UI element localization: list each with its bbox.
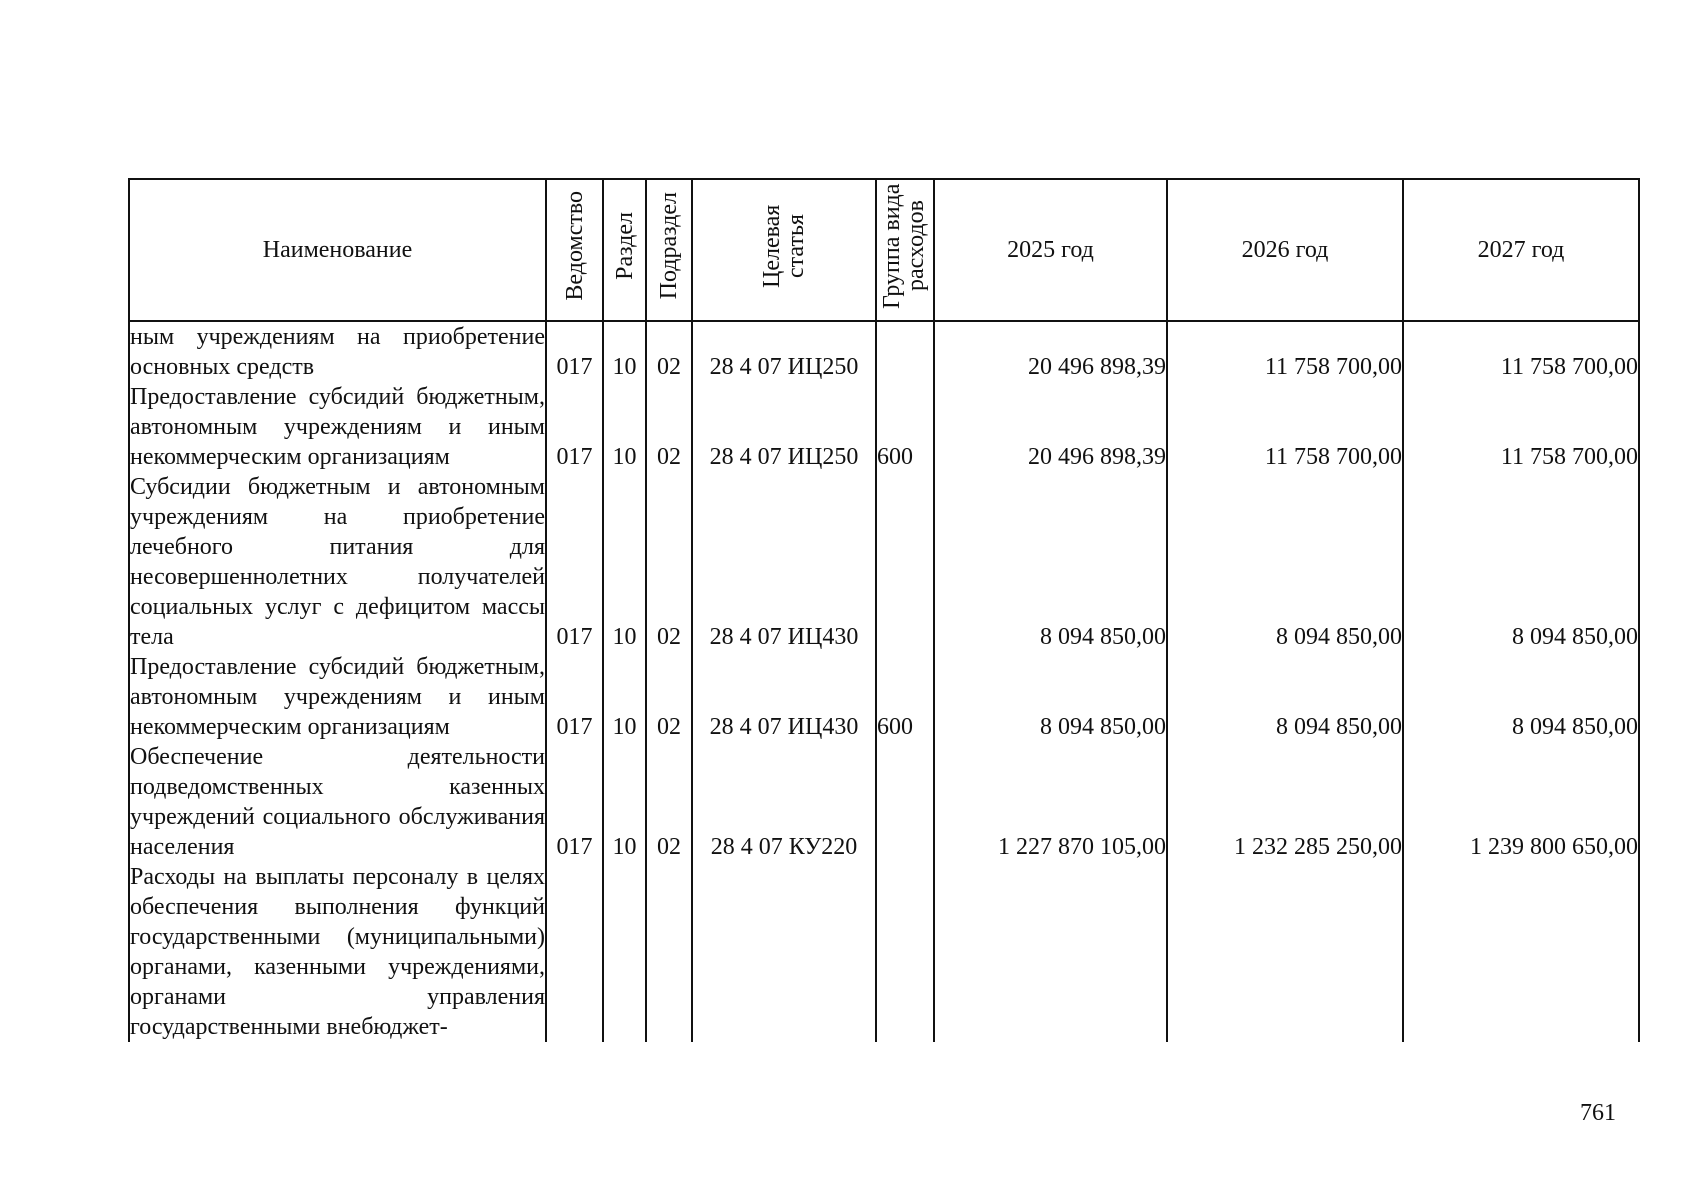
row-2027: 8 094 850,00 <box>1403 472 1639 652</box>
table-header-row <box>129 179 1639 321</box>
table-row <box>129 382 1639 472</box>
row-dept: 017 <box>546 652 603 742</box>
row-dept: 017 <box>546 742 603 862</box>
row-group: 600 <box>876 652 934 742</box>
row-section: 10 <box>603 652 646 742</box>
row-name: Предоставление субсидий бюджетным, автономным учреждениям и иным некоммерческим организациям <box>130 654 545 740</box>
row-target <box>692 862 876 1042</box>
row-target: 28 4 07 КУ220 <box>692 742 876 862</box>
row-subsection: 02 <box>646 652 692 742</box>
row-name: ным учреждениям на приобретение основных средств <box>129 321 546 382</box>
row-subsection <box>646 862 692 1042</box>
row-subsection: 02 <box>646 321 692 382</box>
header-name: Наименование <box>129 179 546 321</box>
row-group <box>876 742 934 862</box>
row-section: 10 <box>603 382 646 472</box>
row-dept: 017 <box>546 382 603 472</box>
header-group: Группа вида расходов <box>876 179 934 321</box>
row-target: 28 4 07 ИЦ430 <box>692 652 876 742</box>
row-2027: 11 758 700,00 <box>1403 321 1639 382</box>
row-2025: 8 094 850,00 <box>934 652 1167 742</box>
row-2026: 8 094 850,00 <box>1167 472 1403 652</box>
row-2027: 1 239 800 650,00 <box>1403 742 1639 862</box>
header-target: Целевая статья <box>692 179 876 321</box>
row-section: 10 <box>603 321 646 382</box>
table-row <box>129 742 1639 862</box>
row-group <box>876 472 934 652</box>
row-section <box>603 862 646 1042</box>
row-2027: 8 094 850,00 <box>1403 652 1639 742</box>
row-section: 10 <box>603 472 646 652</box>
header-2026: 2026 год <box>1167 179 1403 321</box>
row-2025: 20 496 898,39 <box>934 382 1167 472</box>
row-subsection: 02 <box>646 472 692 652</box>
row-group <box>876 862 934 1042</box>
row-2027 <box>1403 862 1639 1042</box>
page-number: 761 <box>1580 1100 1616 1126</box>
row-2026: 1 232 285 250,00 <box>1167 742 1403 862</box>
header-subsection: Подраздел <box>646 179 692 321</box>
row-dept <box>546 862 603 1042</box>
row-section: 10 <box>603 742 646 862</box>
row-dept: 017 <box>546 321 603 382</box>
row-target: 28 4 07 ИЦ430 <box>692 472 876 652</box>
budget-table <box>128 178 1640 1042</box>
row-2025: 1 227 870 105,00 <box>934 742 1167 862</box>
row-2025: 8 094 850,00 <box>934 472 1167 652</box>
row-2026: 11 758 700,00 <box>1167 321 1403 382</box>
row-name: Предоставление субсидий бюджетным, автономным учреждениям и иным некоммерческим организациям <box>130 384 545 470</box>
row-group: 600 <box>876 382 934 472</box>
row-dept: 017 <box>546 472 603 652</box>
table-row <box>129 472 1639 652</box>
row-name: Расходы на выплаты персоналу в целях обеспечения выполнения функций государственными (муниципальными) органами, казенными учреждениями, органами управления государственными внебюджет- <box>130 864 545 1040</box>
table-row <box>129 652 1639 742</box>
table-row <box>129 321 1639 382</box>
row-subsection: 02 <box>646 742 692 862</box>
header-dept: Ведомство <box>546 179 603 321</box>
row-group <box>876 321 934 382</box>
header-2027: 2027 год <box>1403 179 1639 321</box>
header-2025: 2025 год <box>934 179 1167 321</box>
row-2025: 20 496 898,39 <box>934 321 1167 382</box>
header-section: Раздел <box>603 179 646 321</box>
row-2026 <box>1167 862 1403 1042</box>
table-row <box>129 862 1639 1042</box>
row-2026: 8 094 850,00 <box>1167 652 1403 742</box>
row-name: Субсидии бюджетным и автономным учреждениям на приобретение лечебного питания для несовершеннолетних получателей социальных услуг с дефицитом массы тела <box>130 474 545 650</box>
row-name: Обеспечение деятельности подведомственных казенных учреждений социального обслуживания населения <box>130 744 545 860</box>
row-2026: 11 758 700,00 <box>1167 382 1403 472</box>
row-subsection: 02 <box>646 382 692 472</box>
row-2027: 11 758 700,00 <box>1403 382 1639 472</box>
row-target: 28 4 07 ИЦ250 <box>692 321 876 382</box>
row-2025 <box>934 862 1167 1042</box>
row-target: 28 4 07 ИЦ250 <box>692 382 876 472</box>
